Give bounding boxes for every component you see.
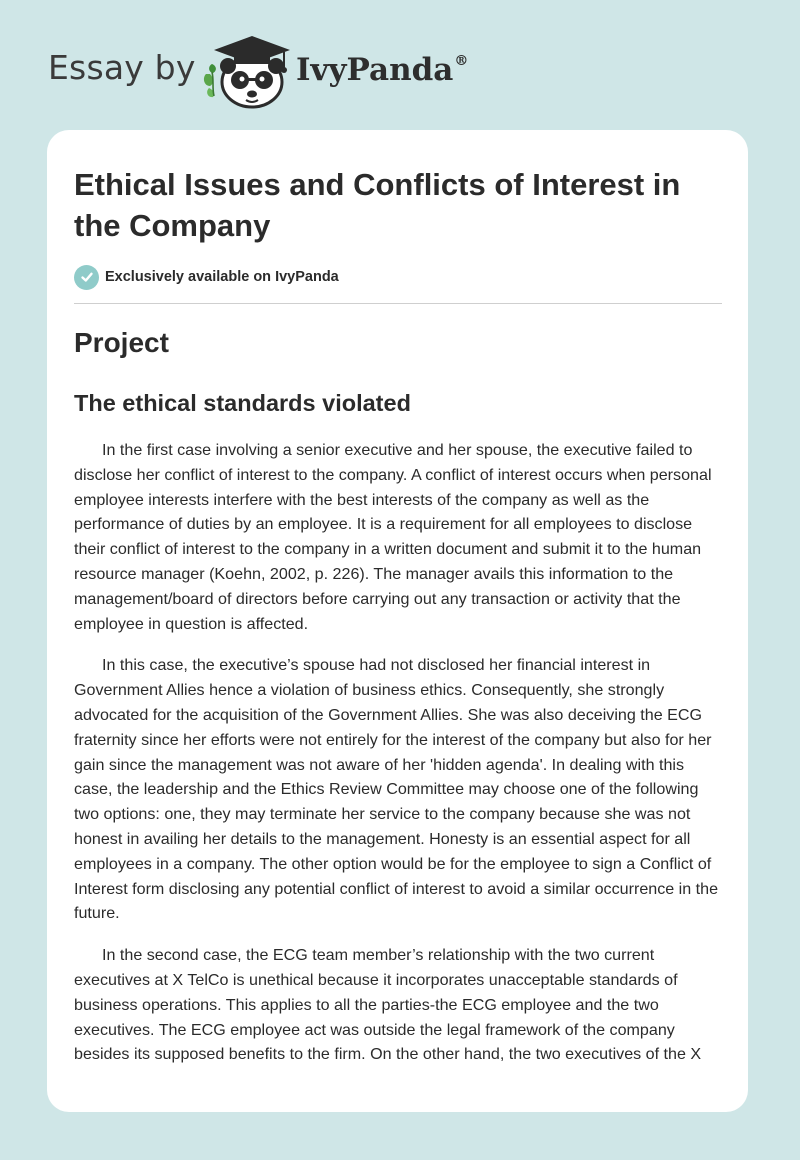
paragraph: In the first case involving a senior executive and her spouse, the executive failed to disclose her conflict of interest to the company. A conflict of interest occurs when personal employee interests interfere with the best interests of the company as well as the performance of duties by an employee. It is a requirement for all employees to disclose their conflict of interest to the company in a written document and submit it to the human resource manager (Koehn, 2002, p. 226). The manager avails this information to the management/board of directors before carrying out any transaction or activity that the employee in question is affected. — [74, 441, 712, 633]
section-heading: Project — [74, 327, 169, 358]
essay-card — [47, 130, 748, 1112]
brand-name[interactable] — [296, 52, 468, 88]
paragraph: In this case, the executive’s spouse had not disclosed her financial interest in Government Allies hence a violation of business ethics. Consequently, she strongly advocated for the acquisition of the Government Allies. She was also deceiving the ECG fraternity since her efforts were not entirely for the interest of the company but also for her gain since the management was not aware of her 'hidden agenda'. In dealing with this case, the leadership and the Ethics Review Committee may choose one of the following two options: one, they may terminate her service to the company because she was not honest in availing her details to the management. Honesty is an essential aspect for all employees in a company. The other option would be for the employee to sign a Conflict of Interest form disclosing any potential conflict of interest to avoid a similar occurrence in the future. — [74, 656, 719, 923]
subsection-heading: The ethical standards violated — [74, 390, 411, 416]
paragraph: In the second case, the ECG team member’s relationship with the two current executives at X TelCo is unethical because it incorporates unacceptable standards of business operations. This applies to all the parties-the ECG employee and the two executives. The ECG employee act was outside the legal framework of the company besides its supposed benefits to the firm. On the other hand, the two executives of the X — [74, 946, 702, 1064]
exclusive-label: Exclusively available on IvyPanda — [105, 269, 339, 285]
trademark-symbol: ® — [454, 52, 469, 69]
essay-by-label: Essay by — [48, 48, 196, 87]
essay-title: Ethical Issues and Conflicts of Interest in the Company — [74, 167, 681, 243]
site-header — [0, 0, 800, 130]
ivypanda-logo-icon[interactable] — [200, 34, 292, 110]
exclusive-badge — [74, 263, 339, 291]
brand-text: IvyPanda — [296, 52, 454, 88]
checkmark-icon — [74, 265, 99, 290]
divider — [74, 303, 722, 304]
essay-body — [74, 438, 726, 1084]
